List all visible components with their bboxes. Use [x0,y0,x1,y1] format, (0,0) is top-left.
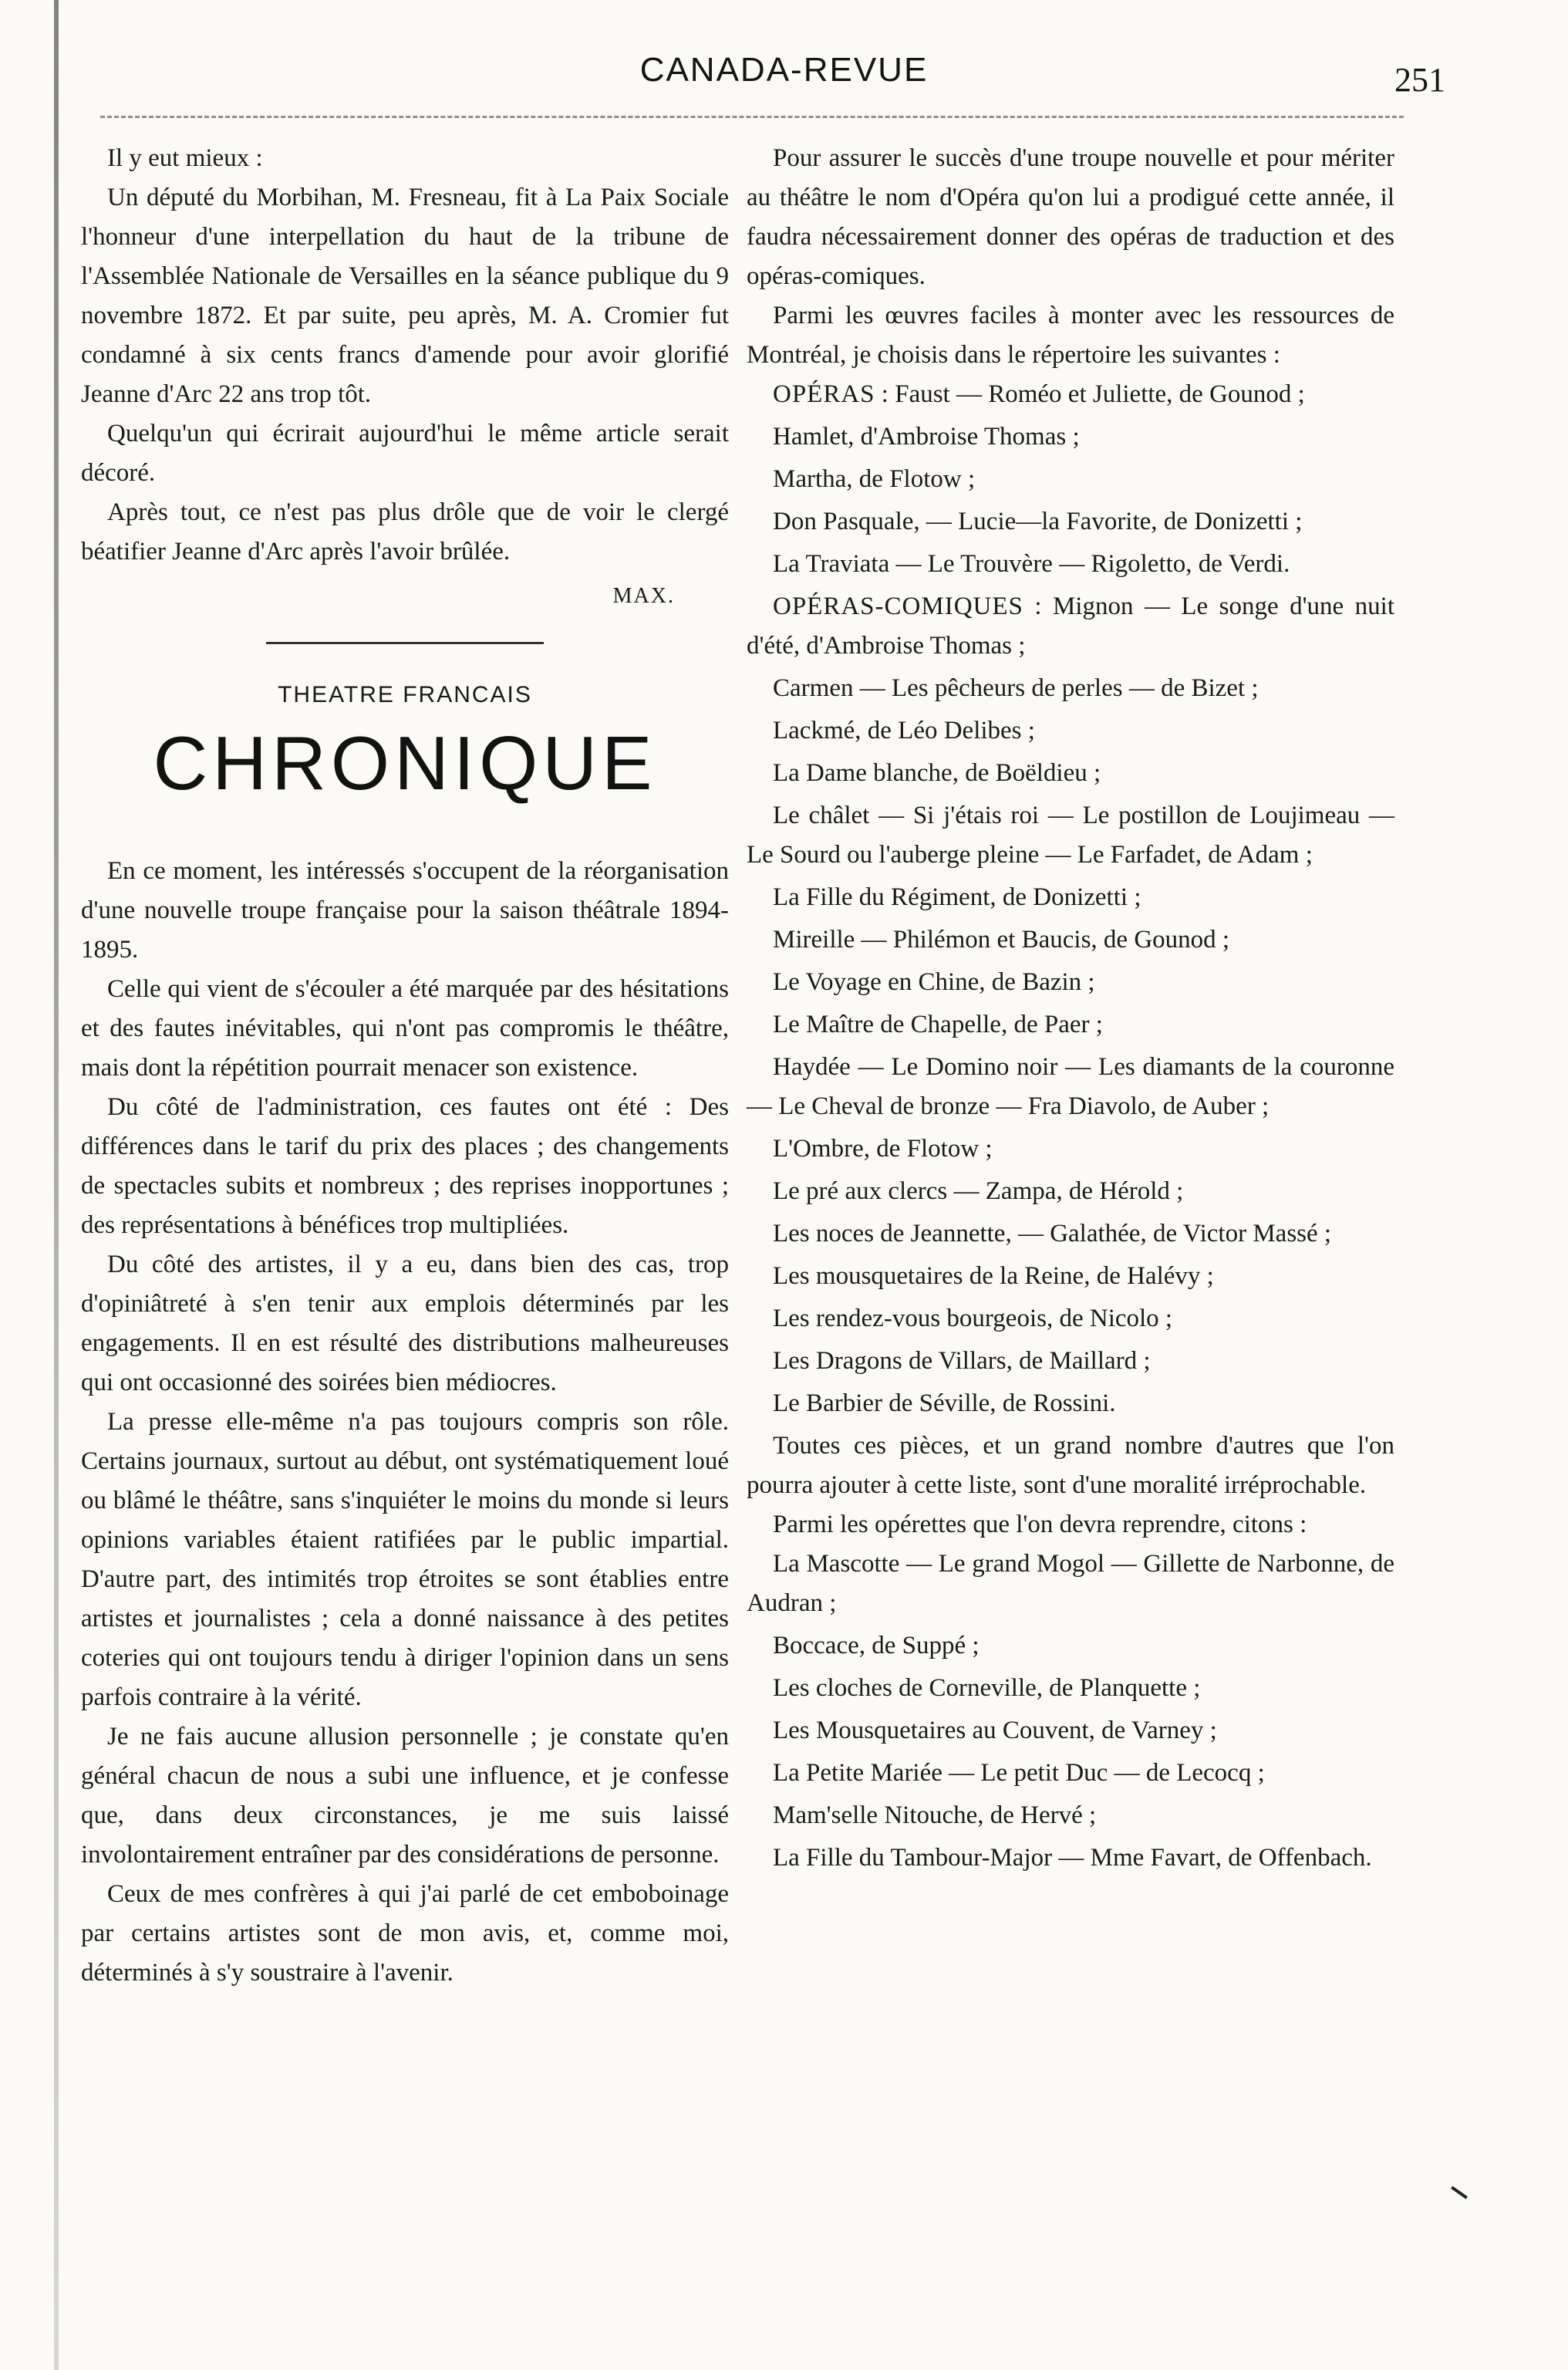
opera-comiques-entry: Les rendez-vous bourgeois, de Nicolo ; [773,1305,1173,1332]
operas-label: OPÉRAS [773,380,875,408]
operas-entry: Faust — Roméo et Juliette, de Gounod ; [895,380,1305,408]
opera-comiques-entry: La Dame blanche, de Boëldieu ; [773,759,1101,787]
operas-entry: Hamlet, d'Ambroise Thomas ; [773,423,1080,451]
opera-comiques-entry: Mignon — Le songe d'une nuit d'été, d'Ambroise Thomas ; [747,592,1395,660]
right-column [747,139,1394,1881]
opera-comiques-entry: Le Maître de Chapelle, de Paer ; [773,1011,1103,1038]
page-number: 251 [1394,61,1445,99]
operettes-entry: Les Mousquetaires au Couvent, de Varney ; [773,1717,1217,1744]
header-rule [100,116,1404,118]
left-column [81,139,729,1993]
opera-comiques-entry: Haydée — Le Domino noir — Les diamants de la couronne — Le Cheval de bronze — Fra Diavolo, de Auber ; [747,1053,1394,1120]
page-binding-shadow [54,0,59,2370]
operettes-entry: La Petite Mariée — Le petit Duc — de Lecocq ; [773,1759,1265,1787]
paragraph: Je ne fais aucune allusion personnelle ; je constate qu'en général chacun de nous a subi une influence, et je confesse que, dans deux circonstances, je me suis laissé involontairement entraîner par des considérations de personne. [81,1723,729,1869]
opera-comiques-entry: Les Dragons de Villars, de Maillard ; [773,1347,1151,1375]
opera-comiques-entry: Le Barbier de Séville, de Rossini. [773,1389,1116,1417]
paragraph: La presse elle-même n'a pas toujours compris son rôle. Certains journaux, surtout au début, ont systématiquement loué ou blâmé le théâtre, sans s'inquiéter le moins du monde si leurs opinions variables étaient ratifiées par le public impartial. D'autre part, des intimités trop étroites se sont établies entre artistes et journalistes ; cela a donné naissance à des petites coteries qui ont toujours tendu à diriger l'opinion dans un sens parfois contraire à la vérité. [81,1408,729,1711]
paragraph: Il y eut mieux : [107,144,263,172]
author-signature: MAX. [612,584,675,608]
opera-comiques-entry: Le pré aux clercs — Zampa, de Hérold ; [773,1177,1184,1205]
paragraph: Ceux de mes confrères à qui j'ai parlé de cet emboboinage par certains artistes sont de mon avis, et, comme moi, déterminés à s'y soustraire à l'avenir. [81,1880,729,1987]
paragraph: En ce moment, les intéressés s'occupent de la réorganisation d'une nouvelle troupe française pour la saison théâtrale 1894-1895. [81,857,729,964]
opera-comiques-entry: Lackmé, de Léo Delibes ; [773,717,1035,744]
opera-comiques-entry: Le Voyage en Chine, de Bazin ; [773,968,1095,996]
operas-entry: La Traviata — Le Trouvère — Rigoletto, de Verdi. [773,550,1290,578]
operettes-entry: Mam'selle Nitouche, de Hervé ; [773,1801,1097,1829]
paragraph: Toutes ces pièces, et un grand nombre d'autres que l'on pourra ajouter à cette liste, sont d'une moralité irréprochable. [747,1432,1394,1499]
paragraph: Parmi les œuvres faciles à monter avec les ressources de Montréal, je choisis dans le répertoire les suivantes : [747,302,1394,369]
section-divider [266,642,544,644]
ink-mark [1451,2186,1468,2199]
operettes-entry: La Fille du Tambour-Major — Mme Favart, de Offenbach. [773,1844,1372,1872]
paragraph: Parmi les opérettes que l'on devra reprendre, citons : [773,1511,1307,1538]
operettes-entry: Les cloches de Corneville, de Planquette ; [773,1674,1201,1702]
opera-comiques-entry: Les mousquetaires de la Reine, de Halévy ; [773,1262,1214,1290]
paragraph: Après tout, ce n'est pas plus drôle que de voir le clergé béatifier Jeanne d'Arc après l'avoir brûlée. [81,498,729,565]
opera-comiques-entry: L'Ombre, de Flotow ; [773,1135,993,1163]
operas-entry: Martha, de Flotow ; [773,465,976,493]
opera-comiques-list-item: OPÉRAS-COMIQUES : Mignon — Le songe d'une nuit d'été, d'Ambroise Thomas ; [747,592,1395,660]
opera-comiques-entry: Carmen — Les pêcheurs de perles — de Bizet ; [773,674,1259,702]
running-header-title: CANADA-REVUE [639,51,929,89]
paragraph: Pour assurer le succès d'une troupe nouvelle et pour mériter au théâtre le nom d'Opéra qu'on lui a prodigué cette année, il faudra nécessairement donner des opéras de traduction et des opéras-comiques. [747,144,1394,290]
paragraph: Quelqu'un qui écrirait aujourd'hui le même article serait décoré. [81,420,729,487]
operas-entry: Don Pasquale, — Lucie—la Favorite, de Donizetti ; [773,508,1303,535]
opera-comiques-entry: Les noces de Jeannette, — Galathée, de Victor Massé ; [773,1220,1332,1247]
opera-comiques-label: OPÉRAS-COMIQUES [773,592,1023,620]
opera-comiques-entry: La Fille du Régiment, de Donizetti ; [773,883,1141,911]
paragraph: Du côté de l'administration, ces fautes ont été : Des différences dans le tarif du prix des places ; des changements de spectacles subits et nombreux ; des reprises inopportunes ; des représentations à bénéfices trop multipliées. [81,1093,729,1239]
operas-list-item: OPÉRAS : Faust — Roméo et Juliette, de Gounod ; [773,380,1305,408]
paragraph: Un député du Morbihan, M. Fresneau, fit à La Paix Sociale l'honneur d'une interpellation du haut de la tribune de l'Assemblée Nationale de Versailles en la séance publique du 9 novembre 1872. Et par suite, peu après, M. A. Cromier fut condamné à six cents francs d'amende pour avoir glorifié Jeanne d'Arc 22 ans trop tôt. [81,184,729,408]
opera-comiques-entry: Mireille — Philémon et Baucis, de Gounod ; [773,926,1230,954]
paragraph: Celle qui vient de s'écouler a été marquée par des hésitations et des fautes inévitables, qui n'ont pas compromis le théâtre, mais dont la répétition pourrait menacer son existence. [81,975,729,1082]
opera-comiques-entry: Le châlet — Si j'étais roi — Le postillon de Loujimeau — Le Sourd ou l'auberge pleine — Le Farfadet, de Adam ; [747,802,1394,869]
operettes-entry: Boccace, de Suppé ; [773,1632,980,1659]
operettes-entry: La Mascotte — Le grand Mogol — Gillette de Narbonne, de Audran ; [747,1550,1394,1617]
section-title: CHRONIQUE [153,721,657,805]
section-kicker: THEATRE FRANCAIS [278,682,532,707]
paragraph: Du côté des artistes, il y a eu, dans bien des cas, trop d'opiniâtreté à s'en tenir aux emplois déterminés par les engagements. Il en est résulté des distributions malheureuses qui ont occasionné des soirées bien médiocres. [81,1251,729,1396]
